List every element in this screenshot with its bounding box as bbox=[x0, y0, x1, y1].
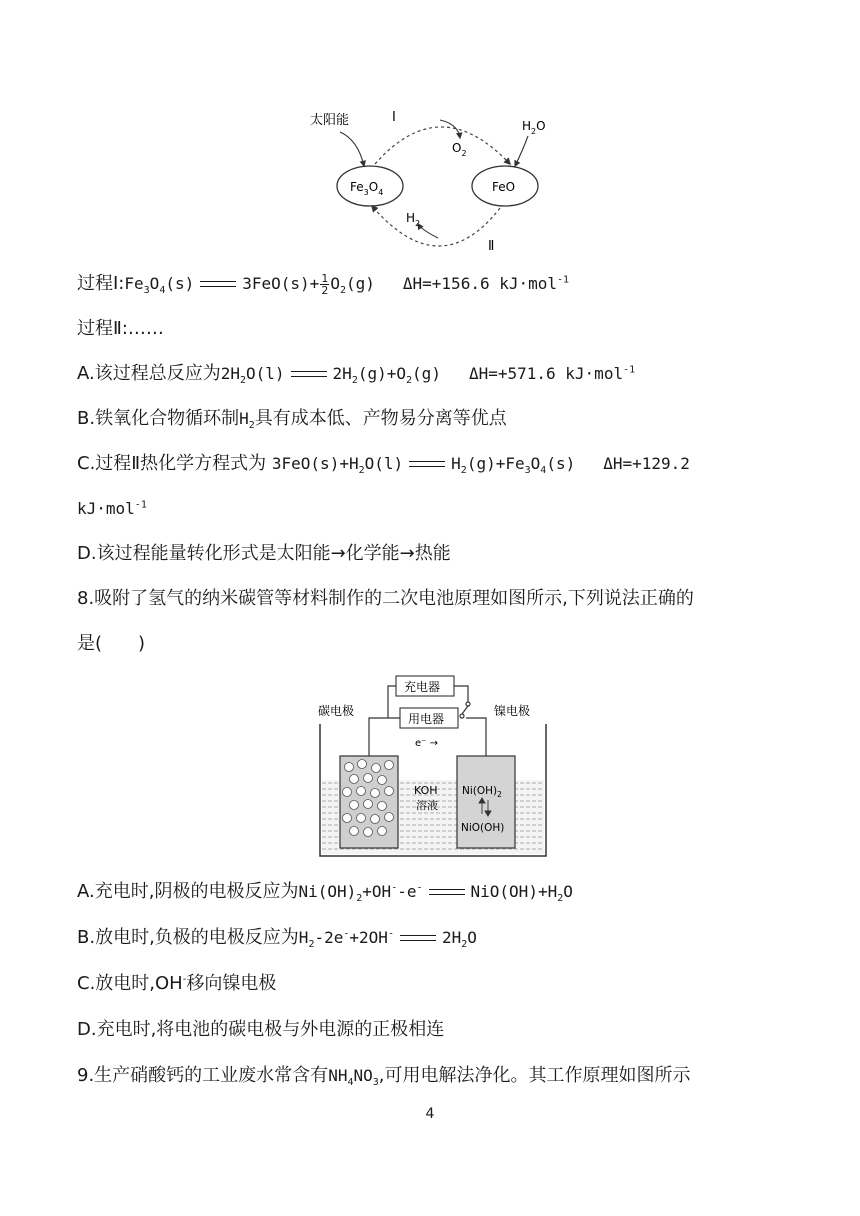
h2o-arrow bbox=[515, 136, 528, 166]
h2-arrow bbox=[418, 224, 438, 238]
appliance-label: 用电器 bbox=[408, 712, 445, 726]
q8-stem-line2: 是( ) bbox=[77, 633, 146, 654]
solar-label: 太阳能 bbox=[310, 113, 350, 128]
stage1-label: Ⅰ bbox=[392, 110, 396, 125]
h2-label: $H_2$ bbox=[406, 211, 421, 228]
q7-option-c: C.过程Ⅱ热化学方程式为 $3FeO(s)+H_2O(l)$ $H_2(g)+Fe_3O_4(s)$ ΔH=+129.2 bbox=[77, 453, 690, 477]
solar-arrow bbox=[340, 132, 364, 166]
q9-stem: 9.生产硝酸钙的工业废水常含有$NH_4NO_3$,可用电解法净化。其工作原理如图所示 bbox=[77, 1065, 691, 1089]
process1-equation: 过程$Ⅰ:Fe_3O_4(s)$ 3FeO(s)+ $\frac{1}{2}$ $O_2(g)$ ΔH=+156.6 kJ·mol$^{-1}$ bbox=[77, 271, 570, 297]
q8-option-b: B.放电时,负极的电极反应为$H_2-2e^-+2OH^-$ $2H_2O$ bbox=[77, 927, 477, 951]
o2-label: $O_2$ bbox=[452, 141, 467, 158]
niooh-label: NiO(OH) bbox=[461, 822, 505, 834]
q7-option-b: B.铁氧化合物循环制$H_2$具有成本低、产物易分离等优点 bbox=[77, 408, 507, 432]
page-number: 4 bbox=[425, 1106, 435, 1122]
battery-diagram bbox=[316, 672, 556, 862]
nickel-electrode bbox=[457, 756, 515, 848]
stage2-label: Ⅱ bbox=[488, 239, 495, 254]
q7-option-a: A.该过程总反应为$2H_2O(l)$ $2H_2(g)+O_2(g)$ ΔH=+571.6 kJ·mol$^{-1}$ bbox=[77, 363, 636, 387]
nickel-electrode-label: 镍电极 bbox=[494, 704, 531, 718]
q7-option-c-unit: kJ·mol$^{-1}$ bbox=[77, 499, 147, 518]
nioh2-label: $Ni(OH)_2$ bbox=[462, 785, 502, 799]
process2-line: 过程Ⅱ:…… bbox=[77, 318, 164, 339]
charger-label: 充电器 bbox=[404, 680, 441, 694]
solution-label: 溶液 bbox=[416, 799, 438, 812]
iron-oxide-cycle-diagram bbox=[300, 100, 560, 260]
fe3o4-label: $Fe_3O_4$ bbox=[350, 180, 384, 197]
stage1-arc bbox=[375, 127, 510, 164]
q7-option-d: D.该过程能量转化形式是太阳能→化学能→热能 bbox=[77, 543, 451, 564]
electron-flow-label: e⁻ → bbox=[415, 738, 438, 749]
carbon-electrode-label: 碳电极 bbox=[318, 704, 355, 718]
q8-option-c: C.放电时,OH-移向镍电极 bbox=[77, 973, 277, 994]
feo-label: FeO bbox=[492, 180, 516, 194]
q8-stem-line1: 8.吸附了氢气的纳米碳管等材料制作的二次电池原理如图所示,下列说法正确的 bbox=[77, 588, 694, 609]
h2o-label: $H_2O$ bbox=[522, 119, 546, 136]
q8-option-d: D.充电时,将电池的碳电极与外电源的正极相连 bbox=[77, 1019, 445, 1040]
koh-label: KOH bbox=[414, 784, 438, 797]
o2-arrow bbox=[440, 120, 460, 138]
q8-option-a: A.充电时,阴极的电极反应为$Ni(OH)_2+OH^--e^-$ $NiO(OH)+H_2O$ bbox=[77, 881, 573, 905]
stage2-arc bbox=[372, 206, 500, 246]
